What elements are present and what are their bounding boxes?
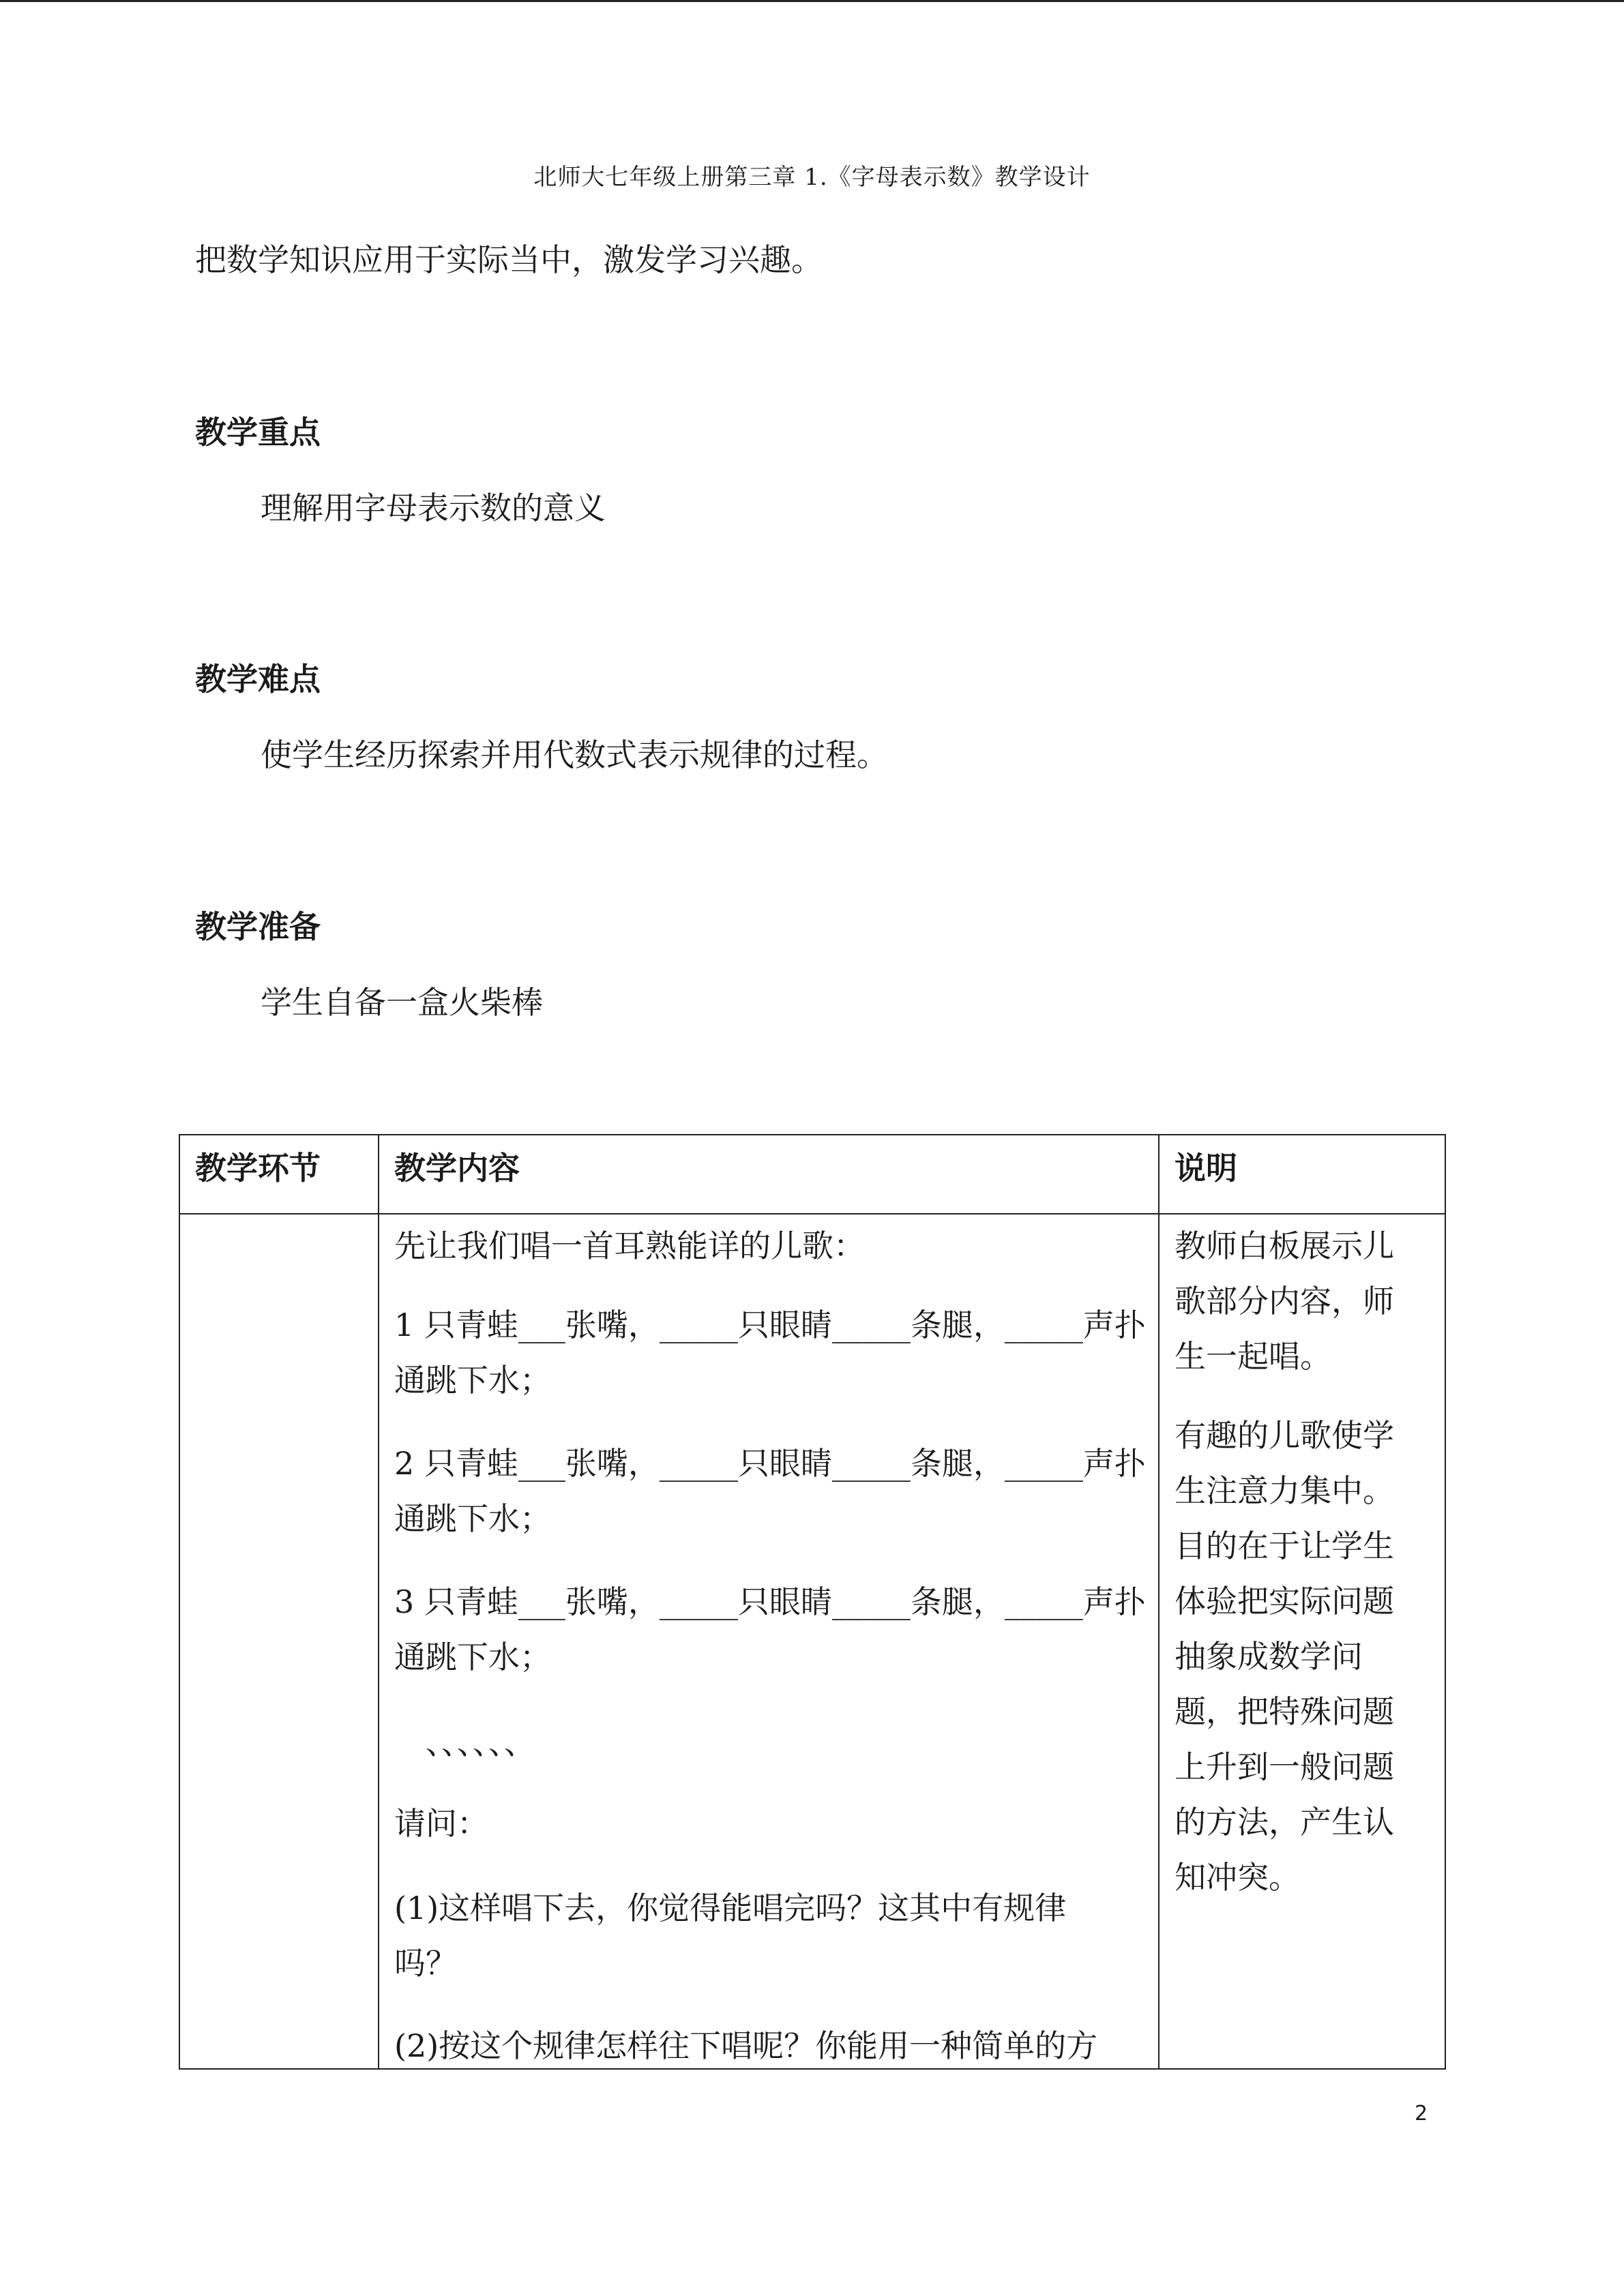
- note-line: 歌部分内容，师: [1175, 1283, 1394, 1320]
- note-line: 的方法，产生认: [1175, 1804, 1394, 1840]
- content-line: 、、、、、、: [426, 1725, 535, 1761]
- section-content-key-points: 理解用字母表示数的意义: [261, 490, 606, 526]
- table-header-divider: [180, 1213, 1445, 1214]
- note-line: 目的在于让学生: [1175, 1527, 1394, 1564]
- content-line: 通跳下水；: [394, 1639, 551, 1675]
- section-content-preparation: 学生自备一盒火柴棒: [261, 984, 543, 1021]
- table-header-content: 教学内容: [394, 1150, 520, 1187]
- content-line: 通跳下水；: [394, 1362, 551, 1399]
- content-line: 2 只青蛙___张嘴，_____只眼睛_____条腿，_____声扑: [394, 1445, 1146, 1482]
- section-content-difficulties: 使学生经历探索并用代数式表示规律的过程。: [261, 736, 888, 773]
- top-border-rule: [0, 0, 1624, 2]
- table-header-notes: 说明: [1175, 1150, 1237, 1187]
- content-line: (1)这样唱下去，你觉得能唱完吗？这其中有规律: [394, 1890, 1067, 1926]
- content-line: (2)按这个规律怎样往下唱呢？你能用一种简单的方: [394, 2027, 1098, 2064]
- note-line: 抽象成数学问: [1175, 1638, 1363, 1675]
- table-header-stage: 教学环节: [195, 1150, 321, 1187]
- content-line: 请问：: [394, 1805, 488, 1842]
- content-line: 1 只青蛙___张嘴，_____只眼睛_____条腿，_____声扑: [394, 1307, 1146, 1343]
- table-divider-1: [378, 1135, 379, 2068]
- section-heading-key-points: 教学重点: [195, 414, 321, 451]
- section-heading-preparation: 教学准备: [195, 908, 321, 945]
- note-line: 生注意力集中。: [1175, 1472, 1394, 1509]
- page-header: 北师大七年级上册第三章 1.《字母表示数》教学设计: [533, 164, 1091, 191]
- note-line: 教师白板展示儿: [1175, 1227, 1394, 1264]
- note-line: 题，把特殊问题: [1175, 1693, 1394, 1730]
- note-line: 体验把实际问题: [1175, 1583, 1394, 1620]
- note-line: 有趣的儿歌使学: [1175, 1417, 1394, 1454]
- content-line: 3 只青蛙___张嘴，_____只眼睛_____条腿，_____声扑: [394, 1583, 1146, 1620]
- intro-line: 把数学知识应用于实际当中，激发学习兴趣。: [195, 241, 823, 278]
- content-line: 先让我们唱一首耳熟能详的儿歌：: [394, 1227, 865, 1264]
- lesson-table: [179, 1134, 1446, 2070]
- note-line: 上升到一般问题: [1175, 1748, 1394, 1785]
- note-line: 生一起唱。: [1175, 1338, 1331, 1375]
- content-line: 通跳下水；: [394, 1500, 551, 1537]
- page-number: 2: [1415, 2102, 1428, 2126]
- section-heading-difficulties: 教学难点: [195, 661, 321, 698]
- table-divider-2: [1158, 1135, 1160, 2068]
- note-line: 知冲突。: [1175, 1859, 1300, 1896]
- content-line: 吗？: [394, 1945, 457, 1982]
